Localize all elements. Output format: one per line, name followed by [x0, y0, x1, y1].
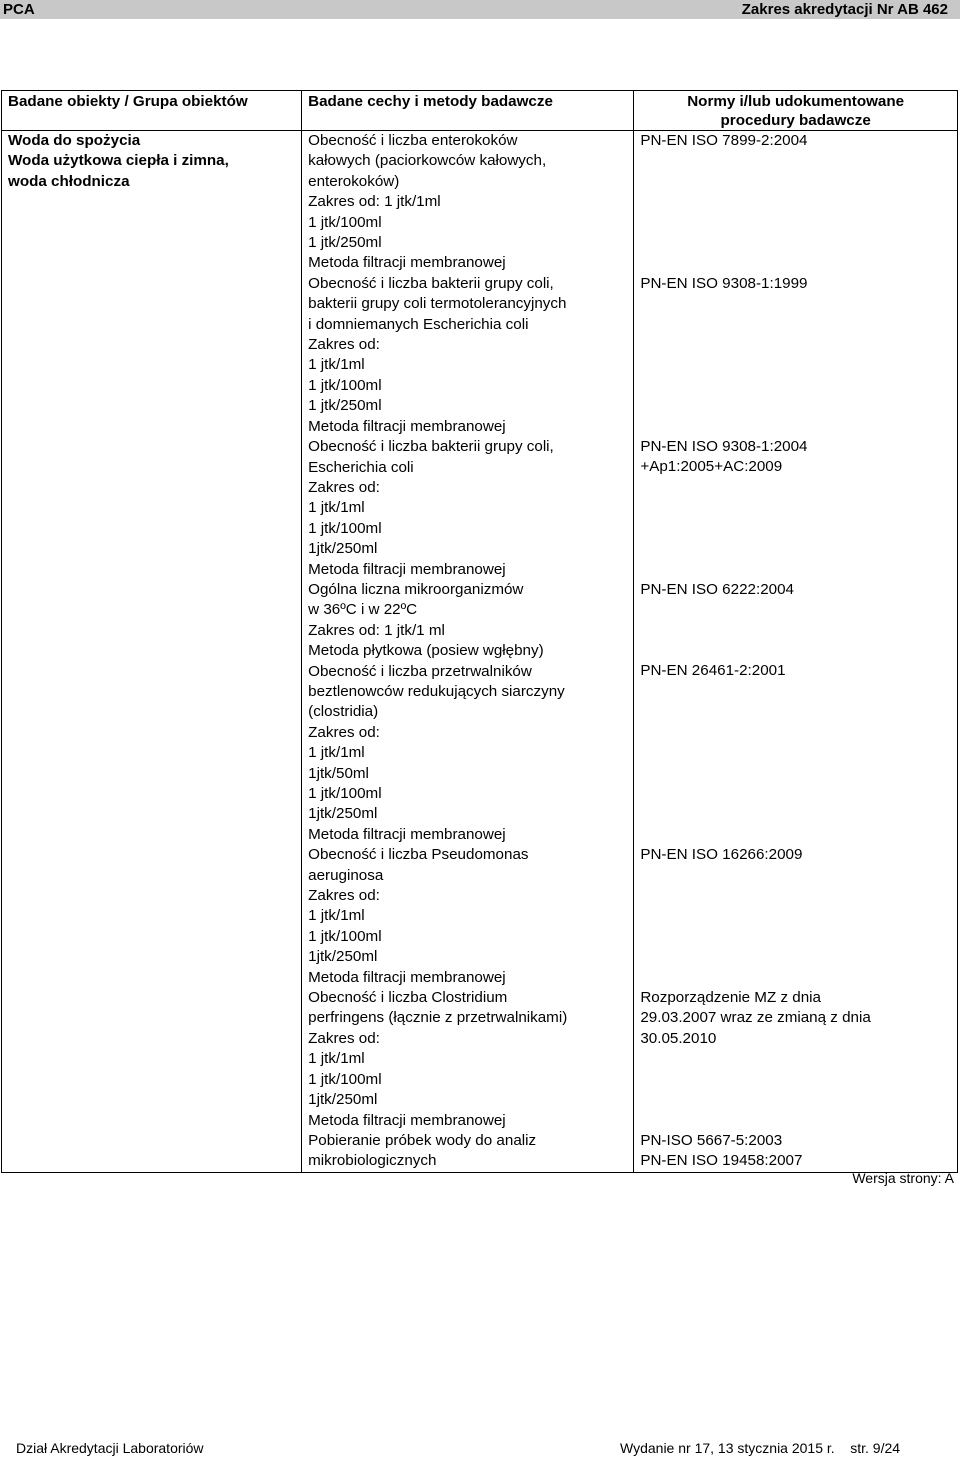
norms-cell [634, 131, 958, 1173]
method-line: bakterii grupy coli termotolerancyjnych [308, 295, 567, 313]
method-line: 1 jtk/100ml [308, 213, 382, 231]
norm-line: PN-EN 26461-2:2001 [640, 662, 786, 680]
method-entry [308, 1131, 627, 1172]
object-line: Woda do spożycia [8, 132, 141, 149]
norm-entry [640, 988, 951, 1131]
method-line: 1jtk/250ml [308, 540, 378, 558]
method-line: Zakres od: [308, 887, 380, 905]
method-line: Obecność i liczba bakterii grupy coli, [308, 438, 554, 456]
method-line: 1 jtk/1ml [308, 1050, 365, 1068]
method-entry [308, 845, 627, 988]
norm-line: 29.03.2007 wraz ze zmianą z dnia [640, 1009, 871, 1027]
norm-line: PN-EN ISO 16266:2009 [640, 845, 803, 863]
norm-line: PN-EN ISO 9308-1:2004 [640, 437, 808, 455]
page-version-note: Wersja strony: A [852, 1170, 954, 1186]
method-entry [308, 437, 627, 580]
method-line: 1jtk/250ml [308, 948, 378, 966]
method-line: Obecność i liczba przetrwalników [308, 662, 532, 680]
method-line: aeruginosa [308, 866, 384, 884]
norm-entry [640, 845, 951, 988]
objects-column-header: Badane obiekty / Grupa obiektów [2, 91, 302, 131]
norm-entry [640, 274, 951, 437]
method-line: Pobieranie próbek wody do analiz [308, 1131, 537, 1149]
method-line: Metoda filtracji membranowej [308, 825, 506, 843]
method-entry [308, 274, 627, 437]
method-line: Metoda filtracji membranowej [308, 1111, 506, 1129]
accreditation-scope-table [1, 90, 958, 1173]
norms-header-line-1: Normy i/lub udokumentowane [687, 93, 905, 110]
method-line: Zakres od: [308, 1029, 380, 1047]
method-line: Escherichia coli [308, 458, 414, 476]
norm-line: PN-EN ISO 9308-1:1999 [640, 274, 808, 292]
method-line: 1 jtk/1ml [308, 744, 365, 762]
norm-line: PN-ISO 5667-5:2003 [640, 1131, 783, 1149]
table-header-row [2, 91, 958, 131]
object-line: woda chłodnicza [8, 172, 130, 190]
header-scope-title: Zakres akredytacji Nr AB 462 [741, 1, 948, 18]
method-line: Metoda filtracji membranowej [308, 560, 506, 578]
method-line: Zakres od: 1 jtk/1ml [308, 193, 441, 211]
norm-line: +Ap1:2005+AC:2009 [640, 458, 783, 476]
method-line: Obecność i liczba Pseudomonas [308, 846, 529, 864]
method-line: 1 jtk/100ml [308, 785, 382, 802]
method-line: Obecność i liczba bakterii grupy coli, [308, 274, 554, 292]
method-line: Zakres od: [308, 478, 380, 496]
method-line: enterokoków) [308, 172, 400, 190]
method-entry [308, 131, 627, 274]
method-line: w 36ºC i w 22ºC [308, 601, 418, 619]
norm-line: PN-EN ISO 19458:2007 [640, 1151, 803, 1169]
norm-entry [640, 580, 951, 662]
method-line: mikrobiologicznych [308, 1152, 437, 1170]
method-line: Metoda filtracji membranowej [308, 254, 506, 272]
norm-line: Rozporządzenie MZ z dnia [640, 988, 821, 1006]
method-line: 1 jtk/250ml [308, 397, 382, 415]
method-line: Metoda filtracji membranowej [308, 417, 506, 435]
method-line: 1 jtk/100ml [308, 376, 382, 394]
method-line: 1 jtk/1ml [308, 907, 365, 925]
method-line: Obecność i liczba Clostridium [308, 989, 508, 1007]
norm-line: PN-EN ISO 7899-2:2004 [640, 132, 808, 149]
norm-line: 30.05.2010 [640, 1029, 717, 1047]
method-line: 1 jtk/250ml [308, 234, 382, 252]
method-line: 1 jtk/100ml [308, 1070, 382, 1088]
method-line: 1 jtk/100ml [308, 927, 382, 945]
method-line: Ogólna liczna mikroorganizmów [308, 580, 524, 598]
norm-entry [640, 131, 951, 274]
norm-entry [640, 437, 951, 580]
objects-cell [2, 131, 302, 1173]
methods-column-header: Badane cechy i metody badawcze [302, 91, 634, 131]
method-entry [308, 988, 627, 1131]
method-line: i domniemanych Escherichia coli [308, 315, 529, 333]
method-line: 1jtk/250ml [308, 805, 378, 823]
norm-line: PN-EN ISO 6222:2004 [640, 580, 794, 598]
norm-entry [640, 1131, 951, 1172]
method-line: (clostridia) [308, 703, 379, 721]
method-line: Obecność i liczba enterokoków [308, 132, 518, 149]
method-line: 1jtk/250ml [308, 1091, 378, 1109]
method-line: Metoda płytkowa (posiew wgłębny) [308, 642, 544, 660]
norms-column-header [634, 91, 958, 131]
page-header [0, 0, 960, 19]
method-line: perfringens (łącznie z przetrwalnikami) [308, 1009, 568, 1027]
header-org: PCA [3, 1, 35, 18]
method-line: Metoda filtracji membranowej [308, 968, 506, 986]
method-line: Zakres od: [308, 723, 380, 741]
method-line: 1 jtk/100ml [308, 519, 382, 537]
method-line: Zakres od: 1 jtk/1 ml [308, 621, 445, 639]
footer-edition: Wydanie nr 17, 13 stycznia 2015 r. str. 9/24 [620, 1440, 901, 1456]
object-line: Woda użytkowa ciepła i zimna, [8, 152, 229, 170]
method-entry [308, 662, 627, 846]
methods-cell [302, 131, 634, 1173]
method-line: Zakres od: [308, 336, 380, 354]
method-line: 1jtk/50ml [308, 764, 369, 782]
footer-department: Dział Akredytacji Laboratoriów [16, 1440, 204, 1456]
norm-entry [640, 661, 951, 845]
method-entry [308, 580, 627, 662]
method-line: kałowych (paciorkowców kałowych, [308, 152, 547, 170]
norms-header-line-2: procedury badawcze [720, 112, 871, 129]
method-line: 1 jtk/1ml [308, 356, 365, 374]
method-line: beztlenowców redukujących siarczyny [308, 682, 565, 700]
table-row [2, 131, 958, 1173]
method-line: 1 jtk/1ml [308, 499, 365, 517]
